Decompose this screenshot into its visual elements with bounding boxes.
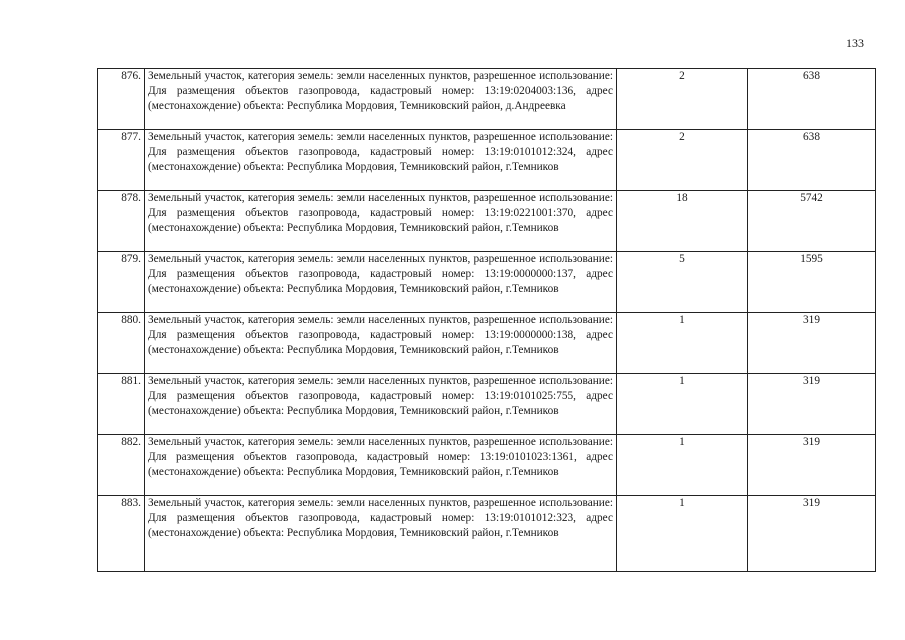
- row-description: Земельный участок, категория земель: земли населенных пунктов, разрешенное использование: Для размещения объектов газопровода, кадастровый номер: 13:19:0221001:370, адрес (местонахождение) объекта: Республика Мордовия, Темниковский район, г.Темников: [145, 191, 617, 252]
- row-quantity: 18: [617, 191, 748, 252]
- row-value: 5742: [748, 191, 876, 252]
- row-value: 638: [748, 130, 876, 191]
- row-number: 879.: [98, 252, 145, 313]
- row-quantity: 2: [617, 130, 748, 191]
- page-number: 133: [846, 36, 864, 50]
- row-quantity: 1: [617, 313, 748, 374]
- row-quantity: 2: [617, 69, 748, 130]
- row-description: Земельный участок, категория земель: земли населенных пунктов, разрешенное использование: Для размещения объектов газопровода, кадастровый номер: 13:19:0000000:138, адрес (местонахождение) объекта: Республика Мордовия, Темниковский район, г.Темников: [145, 313, 617, 374]
- row-description: Земельный участок, категория земель: земли населенных пунктов, разрешенное использование: Для размещения объектов газопровода, кадастровый номер: 13:19:0000000:137, адрес (местонахождение) объекта: Республика Мордовия, Темниковский район, г.Темников: [145, 252, 617, 313]
- row-value: 319: [748, 496, 876, 572]
- row-description: Земельный участок, категория земель: земли населенных пунктов, разрешенное использование: Для размещения объектов газопровода, кадастровый номер: 13:19:0204003:136, адрес (местонахождение) объекта: Республика Мордовия, Темниковский район, д.Андреевка: [145, 69, 617, 130]
- row-quantity: 1: [617, 374, 748, 435]
- row-description: Земельный участок, категория земель: земли населенных пунктов, разрешенное использование: Для размещения объектов газопровода, кадастровый номер: 13:19:0101012:324, адрес (местонахождение) объекта: Республика Мордовия, Темниковский район, г.Темников: [145, 130, 617, 191]
- table-row: [98, 313, 876, 374]
- row-description: Земельный участок, категория земель: земли населенных пунктов, разрешенное использование: Для размещения объектов газопровода, кадастровый номер: 13:19:0101023:1361, адрес (местонахождение) объекта: Республика Мордовия, Темниковский район, г.Темников: [145, 435, 617, 496]
- row-value: 319: [748, 435, 876, 496]
- land-plot-table: [97, 68, 876, 572]
- table-row: [98, 130, 876, 191]
- row-number: 878.: [98, 191, 145, 252]
- row-value: 1595: [748, 252, 876, 313]
- row-number: 880.: [98, 313, 145, 374]
- row-number: 877.: [98, 130, 145, 191]
- row-description: Земельный участок, категория земель: земли населенных пунктов, разрешенное использование: Для размещения объектов газопровода, кадастровый номер: 13:19:0101025:755, адрес (местонахождение) объекта: Республика Мордовия, Темниковский район, г.Темников: [145, 374, 617, 435]
- row-number: 882.: [98, 435, 145, 496]
- row-number: 881.: [98, 374, 145, 435]
- row-number: 883.: [98, 496, 145, 572]
- table-row: [98, 252, 876, 313]
- table-row: [98, 435, 876, 496]
- row-value: 638: [748, 69, 876, 130]
- row-value: 319: [748, 374, 876, 435]
- table-row: [98, 374, 876, 435]
- row-value: 319: [748, 313, 876, 374]
- row-description: Земельный участок, категория земель: земли населенных пунктов, разрешенное использование: Для размещения объектов газопровода, кадастровый номер: 13:19:0101012:323, адрес (местонахождение) объекта: Республика Мордовия, Темниковский район, г.Темников: [145, 496, 617, 572]
- row-quantity: 5: [617, 252, 748, 313]
- row-quantity: 1: [617, 435, 748, 496]
- row-quantity: 1: [617, 496, 748, 572]
- table-row: [98, 496, 876, 572]
- table-row: [98, 69, 876, 130]
- row-number: 876.: [98, 69, 145, 130]
- table-row: [98, 191, 876, 252]
